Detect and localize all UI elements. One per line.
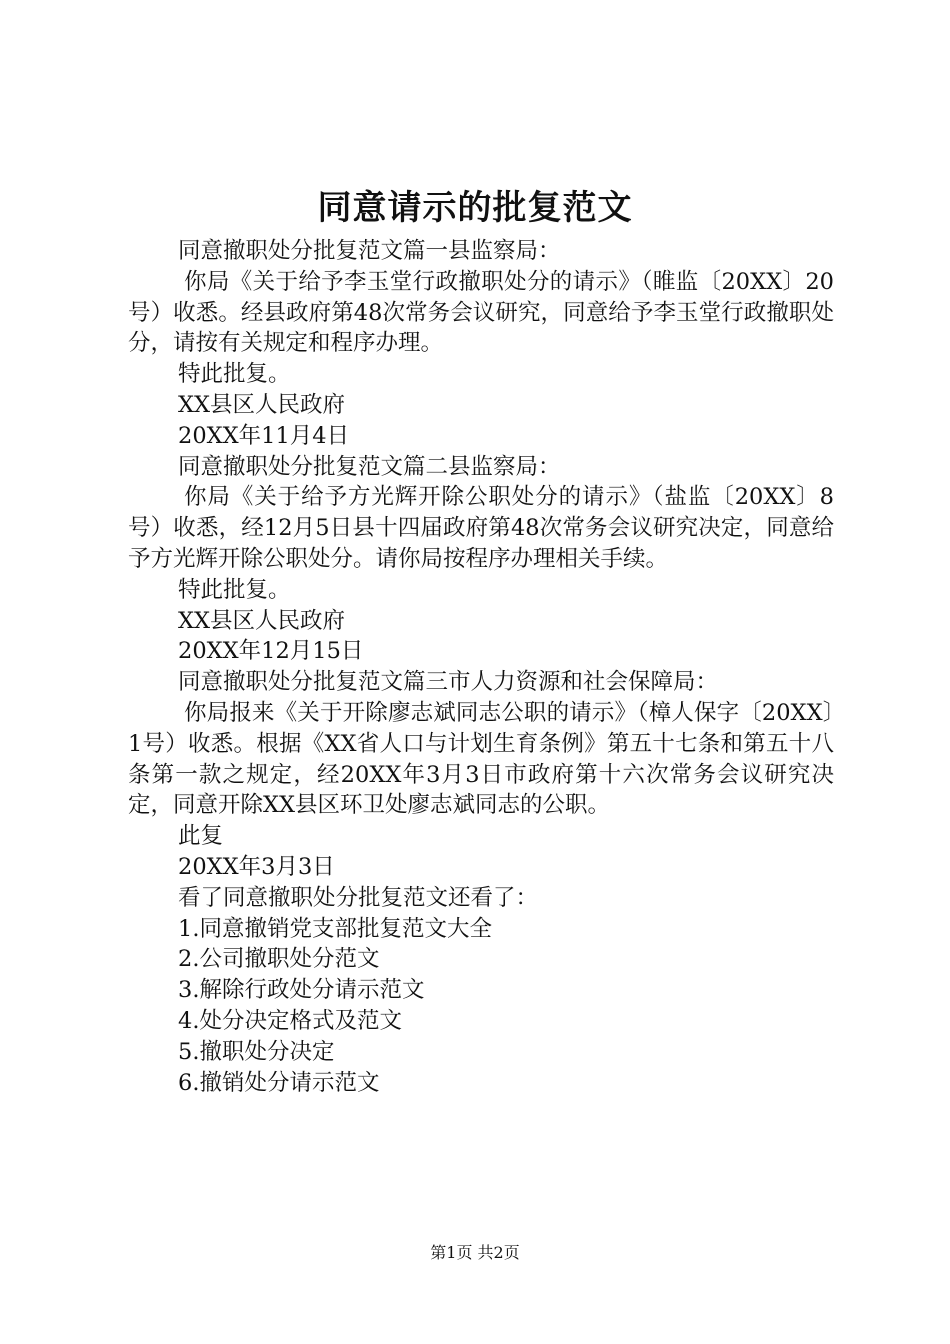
date-line: 20XX年12月15日 <box>178 638 364 665</box>
page-number: 第1页 共2页 <box>430 1243 520 1262</box>
document-title: 同意请示的批复范文 <box>317 188 633 228</box>
section-heading-2: 同意撤职处分批复范文篇二县监察局： <box>178 453 561 480</box>
document-body <box>128 236 834 1098</box>
issuer-line: XX县区人民政府 <box>178 391 346 418</box>
issuer-line: XX县区人民政府 <box>178 607 346 634</box>
related-link[interactable]: 5.撤职处分决定 <box>178 1038 335 1065</box>
reply-paragraph-1: 你局《关于给予李玉堂行政撤职处分的请示》（睢监〔20XX〕20号）收悉。经县政府第48次常务会议研究，同意给予李玉堂行政撤职处分，请按有关规定和程序办理。 <box>128 268 834 357</box>
closing-line: 特此批复。 <box>178 361 291 388</box>
reply-paragraph-2: 你局《关于给予方光辉开除公职处分的请示》（盐监〔20XX〕8号）收悉，经12月5日县十四届政府第48次常务会议研究决定，同意给予方光辉开除公职处分。请你局按程序办理相关手续。 <box>128 484 834 572</box>
related-link[interactable]: 2.公司撤职处分范文 <box>178 946 380 973</box>
reply-paragraph-3: 你局报来《关于开除廖志斌同志公职的请示》（樟人保字〔20XX〕1号）收悉。根据《XX省人口与计划生育条例》第五十七条和第五十八条第一款之规定，经20XX年3月3日市政府第十六次常务会议研究决定，同意开除XX县区环卫处廖志斌同志的公职。 <box>128 699 834 819</box>
related-link[interactable]: 1.同意撤销党支部批复范文大全 <box>178 915 492 942</box>
related-link[interactable]: 4.处分决定格式及范文 <box>178 1007 402 1034</box>
related-link[interactable]: 6.撤销处分请示范文 <box>178 1069 380 1096</box>
date-line: 20XX年3月3日 <box>178 853 335 880</box>
closing-line: 此复 <box>178 823 224 850</box>
closing-line: 特此批复。 <box>178 576 291 603</box>
section-heading-1: 同意撤职处分批复范文篇一县监察局： <box>178 238 561 264</box>
date-line: 20XX年11月4日 <box>178 422 350 449</box>
section-heading-3: 同意撤职处分批复范文篇三市人力资源和社会保障局： <box>178 669 719 696</box>
related-link[interactable]: 3.解除行政处分请示范文 <box>178 977 425 1004</box>
related-heading: 看了同意撤职处分批复范文还看了： <box>178 884 539 911</box>
